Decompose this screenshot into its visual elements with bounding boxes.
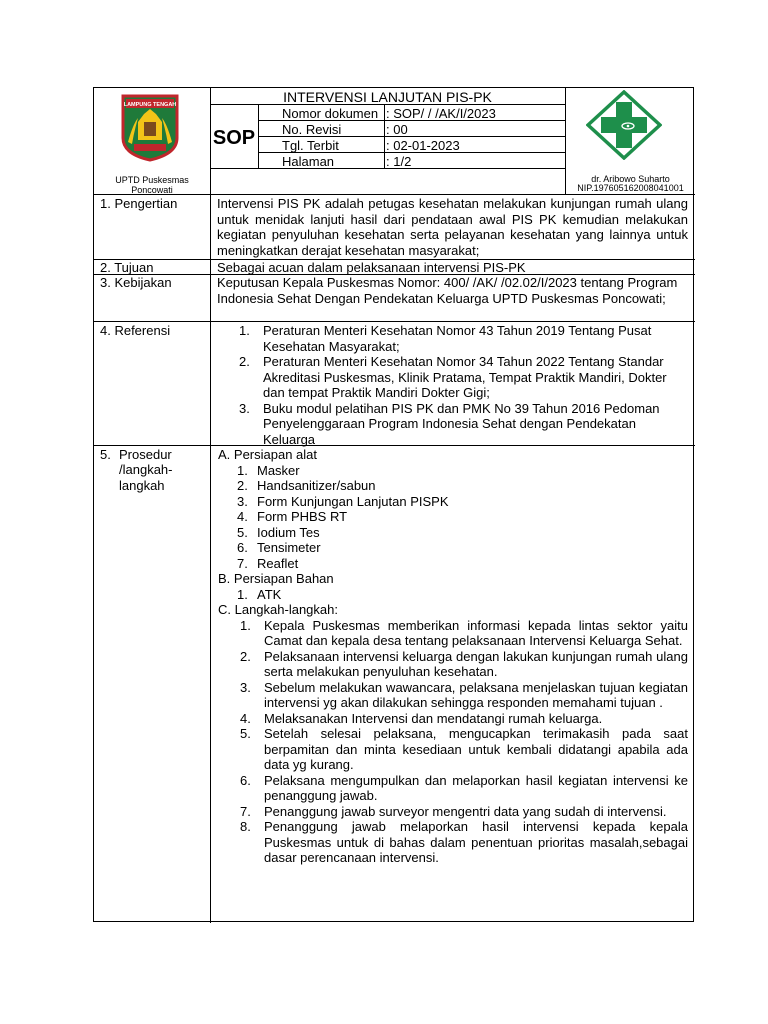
list-item bbox=[218, 804, 690, 820]
list-item-text: Setelah selesai pelaksana, mengucapkan terimakasih pada saat berpamitan dan minta kesediaan untuk kembali didatangi apabila ada data yg kurang. bbox=[264, 726, 688, 772]
list-item-number: 3. bbox=[240, 679, 251, 695]
list-item-text: Tensimeter bbox=[257, 540, 321, 555]
langkah-list bbox=[218, 618, 690, 866]
list-item-text: Reaflet bbox=[257, 555, 299, 571]
list-item bbox=[218, 649, 690, 680]
puskesmas-logo bbox=[586, 90, 662, 160]
list-item bbox=[237, 478, 690, 494]
section-label-tujuan: 2. Tujuan bbox=[100, 260, 154, 275]
list-item-number: 4. bbox=[240, 710, 251, 726]
list-item bbox=[218, 680, 690, 711]
list-item bbox=[217, 323, 689, 354]
list-item-text: Penanggung jawab surveyor mengentri data yang sudah di intervensi. bbox=[264, 803, 667, 819]
list-item-text: Peraturan Menteri Kesehatan Nomor 34 Tahun 2022 Tentang Standar Akreditasi Puskesmas, Klinik Pratama, Tempat Praktik Mandiri, Dokter dan tempat Praktik Mandiri Dokter Gigi; bbox=[263, 354, 667, 400]
list-item-text: Form PHBS RT bbox=[257, 509, 348, 524]
list-item-number: 5. bbox=[240, 726, 251, 741]
list-item-number: 2. bbox=[239, 354, 250, 369]
meta-value-issue-date: : 02-01-2023 bbox=[386, 138, 460, 153]
signer-name: dr. Aribowo Suharto bbox=[591, 174, 670, 184]
list-item-number: 7. bbox=[240, 803, 251, 819]
sop-document bbox=[93, 87, 694, 922]
list-item-text: Buku modul pelatihan PIS PK dan PMK No 39 Tahun 2016 Pedoman Penyelenggaraan Program Indonesia Sehat dengan Pendekatan Keluarga bbox=[263, 400, 660, 447]
list-item-number: 3. bbox=[237, 493, 248, 509]
list-item-number: 3. bbox=[239, 400, 250, 416]
section-text-pengertian: Intervensi PIS PK adalah petugas kesehatan melakukan kunjungan rumah ulang untuk menidak lanjuti hasil dari pendataan awal PIS PK kemudian melakukan kegiatan penyuluhan kesehatan serta pelayanan kesehatan yang lainnya untuk meningkatkan derajat kesehatan masyarakat; bbox=[217, 196, 688, 258]
list-item bbox=[218, 726, 690, 773]
meta-value-revision: : 00 bbox=[386, 122, 408, 137]
section-label-prosedur-line1: Prosedur bbox=[119, 447, 172, 462]
langkah-heading: C. Langkah-langkah: bbox=[218, 602, 338, 617]
list-item bbox=[217, 354, 689, 401]
list-item-text: Penanggung jawab melaporkan hasil intervensi kepada kepala Puskesmas untuk di bahas dalam penentuan prioritas masalah,sebagai dasar perencanaan intervensi. bbox=[264, 819, 688, 865]
meta-label-document-number: Nomor dokumen bbox=[282, 106, 379, 121]
referensi-list bbox=[217, 323, 689, 447]
list-item-number: 1. bbox=[237, 586, 248, 602]
regency-emblem-icon bbox=[118, 92, 182, 162]
prosedur-content bbox=[218, 447, 690, 866]
section-text-tujuan: Sebagai acuan dalam pelaksanaan intervensi PIS-PK bbox=[217, 260, 526, 275]
list-item bbox=[218, 773, 690, 804]
persiapan-bahan-heading: B. Persiapan Bahan bbox=[218, 571, 334, 586]
list-item-number: 1. bbox=[239, 323, 250, 338]
section-label-kebijakan: 3. Kebijakan bbox=[100, 275, 172, 290]
list-item bbox=[218, 618, 690, 649]
row-rule-3 bbox=[94, 321, 695, 322]
list-item-number: 6. bbox=[240, 772, 251, 788]
page-title: INTERVENSI LANJUTAN PIS-PK bbox=[283, 89, 492, 105]
section-label-prosedur-line3: langkah bbox=[119, 478, 165, 493]
list-item bbox=[237, 509, 690, 525]
label-column-divider bbox=[210, 88, 211, 923]
section-label-referensi: 4. Referensi bbox=[100, 323, 171, 338]
signer-nip: NIP.197605162008041001 bbox=[577, 183, 684, 193]
list-item-text: Sebelum melakukan wawancara, pelaksana menjelaskan tujuan kegiatan intervensi yg akan dilakukan sehingga responden memahami tujuan . bbox=[264, 679, 688, 710]
list-item-number: 8. bbox=[240, 819, 251, 834]
meta-label-revision: No. Revisi bbox=[282, 122, 342, 137]
list-item-number: 2. bbox=[237, 478, 248, 493]
list-item-number: 7. bbox=[237, 555, 248, 571]
list-item bbox=[237, 587, 690, 603]
list-item-text: Handsanitizer/sabun bbox=[257, 478, 376, 493]
section-label-pengertian: 1. Pengertian bbox=[100, 196, 178, 211]
list-item bbox=[237, 494, 690, 510]
list-item-text: Melaksanakan Intervensi dan mendatangi rumah keluarga. bbox=[264, 710, 603, 726]
meta-label-issue-date: Tgl. Terbit bbox=[282, 138, 339, 153]
list-item-text: Peraturan Menteri Kesehatan Nomor 43 Tahun 2019 Tentang Pusat Kesehatan Masyarakat; bbox=[263, 323, 652, 354]
list-item-text: Pelaksana mengumpulkan dan melaporkan hasil kegiatan intervensi ke penanggung jawab. bbox=[264, 772, 688, 803]
list-item-number: 4. bbox=[237, 509, 248, 524]
sop-label: SOP bbox=[212, 127, 256, 149]
meta-label-page: Halaman bbox=[282, 154, 335, 169]
list-item bbox=[237, 540, 690, 556]
puskesmas-cross-icon bbox=[586, 90, 662, 160]
section-text-kebijakan: Keputusan Kepala Puskesmas Nomor: 400/ /AK/ /02.02/I/2023 tentang Program Indonesia Sehat Dengan Pendekatan Keluarga UPTD Puskesmas Poncowati; bbox=[217, 275, 678, 306]
lampung-tengah-logo bbox=[118, 92, 182, 162]
bahan-list bbox=[237, 587, 690, 603]
list-item bbox=[217, 401, 689, 448]
alat-list bbox=[237, 463, 690, 572]
list-item bbox=[237, 463, 690, 479]
list-item-text: Iodium Tes bbox=[257, 524, 320, 540]
list-item-text: Masker bbox=[257, 462, 300, 478]
list-item-number: 6. bbox=[237, 540, 248, 555]
section-label-prosedur-number: 5. bbox=[100, 447, 111, 462]
org-name: UPTD Puskesmas Poncowati bbox=[115, 175, 189, 195]
list-item-number: 2. bbox=[240, 648, 251, 664]
svg-text:LAMPUNG TENGAH: LAMPUNG TENGAH bbox=[123, 102, 177, 108]
meta-value-document-number: : SOP/ / /AK/I/2023 bbox=[386, 106, 496, 121]
meta-value-page: : 1/2 bbox=[386, 154, 412, 169]
list-item bbox=[218, 711, 690, 727]
list-item-text: Form Kunjungan Lanjutan PISPK bbox=[257, 493, 449, 509]
list-item bbox=[237, 556, 690, 572]
list-item-text: Pelaksanaan intervensi keluarga dengan lakukan kunjungan rumah ulang serta melakukan penyuluhan kesehatan. bbox=[264, 648, 688, 679]
list-item-number: 5. bbox=[237, 524, 248, 540]
list-item-text: ATK bbox=[257, 586, 282, 602]
persiapan-alat-heading: A. Persiapan alat bbox=[218, 447, 318, 462]
list-item-number: 1. bbox=[237, 462, 248, 478]
list-item-number: 1. bbox=[240, 617, 251, 633]
list-item bbox=[237, 525, 690, 541]
section-label-prosedur-line2: /langkah- bbox=[119, 462, 173, 477]
list-item-text: Kepala Puskesmas memberikan informasi kepada lintas sektor yaitu Camat dan kepala desa tentang pelaksanaan Intervensi Keluarga Sehat. bbox=[264, 617, 688, 648]
list-item bbox=[218, 819, 690, 866]
